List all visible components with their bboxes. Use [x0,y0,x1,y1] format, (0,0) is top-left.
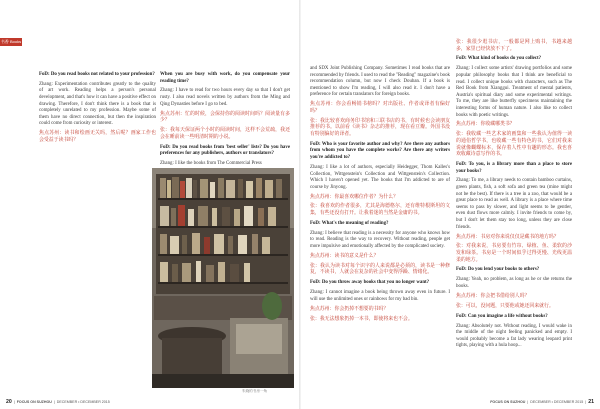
section-tab: 书香 Books [0,39,22,44]
chinese-paragraph: 焦点苏州：你会扔掉不想要的书吗？ [310,306,389,312]
interview-question: When you are busy with work, do you compensate your reading time? [160,72,290,84]
interview-question: FoD: Who is your favorite author and why? Are there any authors from whom you have the complete works? Are there any writers you're addicted to? [310,141,450,161]
interview-answer: Zhang: Absolutely not. Without reading, I would wake in the middle of the night feeling panicked and empty. I would probably become a fat lady wearing leopard print tights, playing with a hula hoop... [456,323,572,349]
column-1 [39,72,156,148]
interview-answer: Zhang: I like a lot of authors, especially Heidegger, Thom Kalles's Collection, Wittgenstein's Collection and Wittgenstein's Collection. Which I haven't opened yet. The books that I'm addicted to are of course by Jinyong. [310,164,450,190]
chinese-paragraph: 焦点苏州：书房对你来说仅仅是藏书的地方吗？ [456,234,559,240]
chinese-paragraph: 张：我很少逛书店，一般都是网上购书，书越来越多，家里已经快放不下了。 [456,40,572,52]
chinese-paragraph: 焦点苏州：读书和绘画无关吗，然后呢？画家工作也会受益于读书吗？ [39,131,156,143]
column-4 [456,40,572,353]
chinese-paragraph: 张：我比较喜欢商务印书馆和三联书店的书，有时候也会读朋友推荐的书。以前看《读书》杂志的推荐，现在看豆瓣。外国书没有特别偏好的译者。 [310,118,450,137]
chinese-paragraph: 焦点苏州：你最喜欢哪位作者？为什么？ [310,194,399,200]
interview-question: FoD: Do you throw away books that you no longer want? [310,280,430,286]
interview-answer: Zhang: I cannot imagine a book being thrown away even in future. I will use the unlimited ones or rainbows for my bad bin. [310,290,450,302]
issue-date-right: DECEMBER • DECEMBER 2015 [530,400,584,404]
folio-left: 20 | FOCUS ON SUZHOU | DECEMBER • DECEMBER 2015 [6,399,110,405]
interview-question: FoD: What's the meaning of reading? [310,220,389,226]
interview-answer: Zhang: I have to read for two hours every day so that I don't get rusty. I also read novels written by authors from the Ming and Qing Dynasties before I go to bed. [160,88,290,107]
interview-answer: and SDX Joint Publishing Company. Sometimes I read books that are recommended by friends. I used to read the "Reading" magazine's book recommendation column, but now I check Douban. If a book is mentioned to show I'm reading, I will also read it. I don't have a preference for certain translators for foreign books. [310,66,451,98]
interview-answer: Zhang: I collect some artists' drawing portfolios and some popular philosophy books that I think are beneficial to read. I collect unique books with characters, such as The Red Book from Xianggui. Treatment of mental patients, Austria's spiritual diary and some experimental writings. To me, they are like butterfly specimens maintaining the interesting forms of human nature. I also like to collect books with poetic writings. [456,66,572,118]
folio-right: FOCUS ON SUZHOU | DECEMBER • DECEMBER 2015 | 21 [490,399,594,405]
chinese-paragraph: 焦点苏州：读书的意义是什么？ [310,253,379,259]
chinese-paragraph: 张：对我来说，书房要有竹帘、绿植、鱼、柔软的沙发和绿茶。书房是一个时间似乎过得更慢、光线更温柔的地方。 [456,244,572,263]
interview-question: FoD: To you, is a library more than a place to store your books? [456,161,572,174]
chinese-paragraph: 张：我认为读书对每个识字的人来说都是必须的，读书是一种修复，不读书，人就会在复杂的社会中变得浮躁、情绪化。 [310,263,450,276]
page-number-left: 20 [6,399,12,405]
interview-question: FoD: Do you lend your books to others? [456,267,540,273]
interview-question: FoD: Do you read books from 'best seller' lists? Do you have preferences for any publishers, authors or translators? [160,144,290,157]
chinese-paragraph: 焦点苏州：你会看畅销书榜吗？对出版社、作者或译者有偏好吗？ [310,102,450,114]
magazine-name-left: FOCUS ON SUZHOU [16,400,52,404]
page-number-right: 21 [588,399,594,405]
page-gutter [299,0,301,409]
chinese-paragraph: 焦点苏州：你会把书借给别人吗？ [456,293,530,299]
chinese-paragraph: 焦点苏州：忙的时候，会保持你的阅读时间吗？阅读量有多少？ [160,111,290,124]
study-room-photo [152,168,294,388]
chinese-paragraph: 焦点苏州：你收藏哪类书？ [456,122,515,128]
column-3 [310,66,450,326]
chinese-paragraph: 张：可以，没问题，只要他或她还回来就行。 [456,303,554,309]
interview-answer: Zhang: I believe that reading is a necessity for anyone who knows how to read. Reading is the way to recovery. Without reading, people get more impulsive and emotionally affected by the complicated society. [310,230,450,250]
interview-answer: Zhang: Experimentation contributes greatly to the quality of art work. Reading helps a person's personal development, and that's how it can have a positive effect on drawing. Therefore, I don't think there is a book that is completely unrelated to my profession. Maybe some of them have no direct connection, but then the inspiration could come from curiosity or interest. [39,81,156,127]
interview-question: FoD: Do you read books not related to your profession? [39,72,155,77]
photo-caption: 朱晓的书房一角 [242,389,268,393]
chinese-paragraph: 张：我无法想象扔掉一本书，即使将来也不会。 [310,316,413,322]
chinese-paragraph: 张：我喜欢的作者很多，尤其是海德格尔，还有维特根斯坦的文集，有些还没有打开。让我着迷的当然是金庸的书。 [310,204,450,217]
interview-answer: Zhang: Yeah, no problem, as long as he or she returns the books. [456,277,572,289]
column-2 [160,72,290,171]
magazine-name-right: FOCUS ON SUZHOU [490,400,526,404]
interview-question: FoD: What kind of books do you collect? [456,56,542,62]
interview-answer: Zhang: I like the books from The Commercial Press [160,161,262,167]
chinese-paragraph: 张：我收藏一些艺术家的画集和一些我认为值得一读的通俗哲学书，也收藏一些有特色的书，它们对我来说就像蝴蝶标本，保存着人性中有趣的形态。我也喜欢收藏诗意写作的书。 [456,132,572,158]
interview-question: FoD: Can you imagine a life without books? [456,313,548,319]
chinese-paragraph: 张：我每天保证两个小时的阅读时间，这样不会荒疏，我还会在睡前读一些明清时期的小说。 [160,128,290,140]
issue-date-left: DECEMBER • DECEMBER 2015 [56,400,110,404]
interview-answer: Zhang: To me, a library needs to contain bamboo curtains, green plants, fish, a soft sofa and green tea (mine might not be the best). If there is a tree in a zoo, that would be a great place to read as well. A library is a place where time seems to pass by slower, and light seems to be gentler, even dust flows more calmly. I invite friends to come by, but I don't let them stay too long, unless they are close friends. [456,178,572,230]
